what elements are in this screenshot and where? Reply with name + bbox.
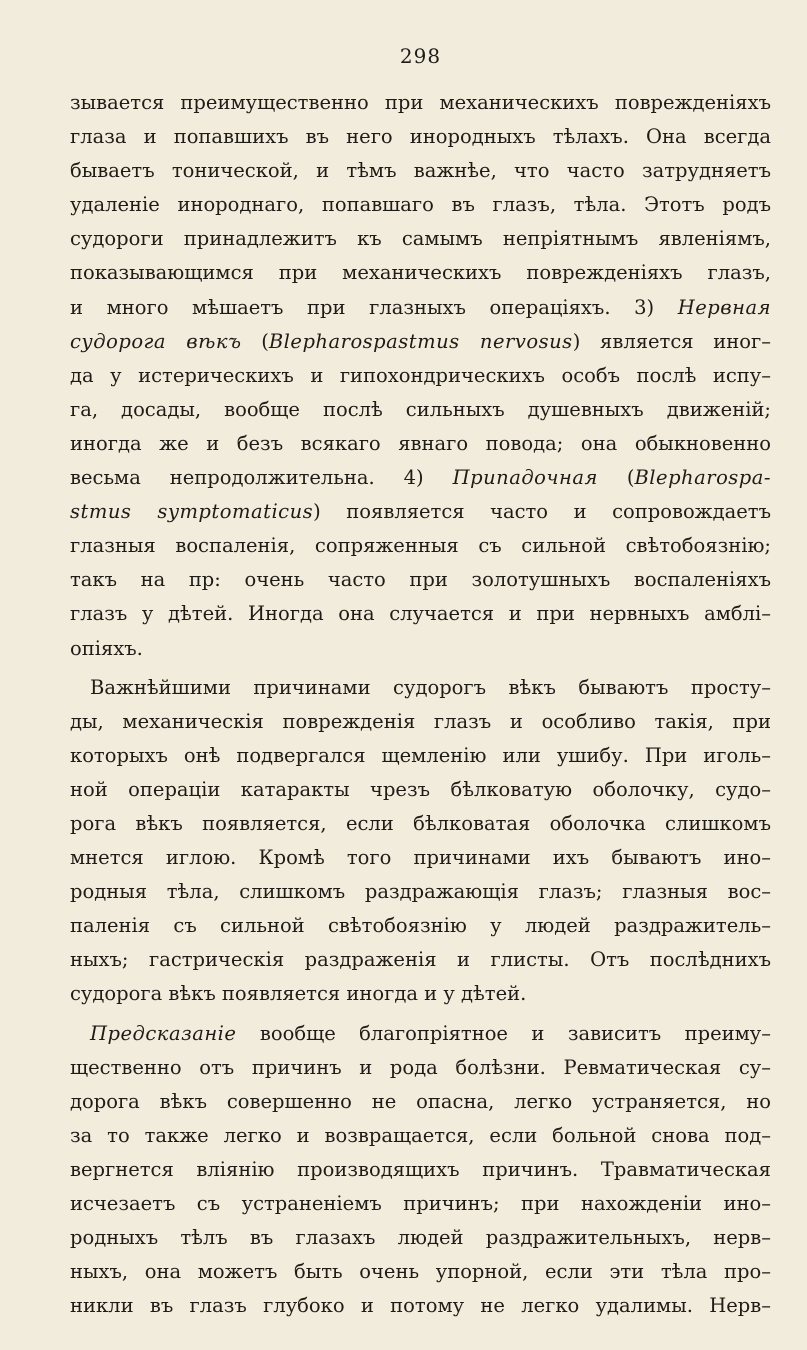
text-run: иногда же и безъ всякаго явнаго повода; она обыкновенно [70,431,771,455]
text-run: никли въ глазъ глубоко и потому не легко удалимы. Нерв– [70,1294,771,1318]
italic-run: Припадочная [452,466,598,490]
text-line [70,597,771,631]
text-run: удаленіе инороднаго, попавшаго въ глазъ, тѣла. Этотъ родъ [70,193,771,217]
text-line [70,563,771,597]
text-run: ной операціи катаракты чрезъ бѣлковатую оболочку, судо– [70,777,771,801]
text-run: весьма непродолжительна. 4) [70,466,453,490]
body-text [70,86,771,1323]
text-line [70,1221,771,1255]
italic-run: судорога вѣкъ [70,329,242,353]
text-run: паленія съ сильной свѣтобоязнію у людей раздражитель– [70,914,771,938]
text-line [70,841,771,875]
text-run: мнется иглою. Кромѣ того причинами ихъ бываютъ ино– [70,846,771,870]
text-line [70,671,771,705]
text-line [70,875,771,909]
text-run: Важнѣйшими причинами судорогъ вѣкъ бываютъ просту– [90,675,771,699]
text-run: исчезаетъ съ устраненіемъ причинъ; при нахожденіи ино– [70,1192,771,1215]
text-run: показывающимся при механическихъ поврежденіяхъ глазъ, [70,261,771,285]
text-line [70,359,771,393]
text-run: вергнется вліянію производящихъ причинъ. Травматическая [70,1157,771,1181]
text-run: ) появляется часто и сопровождаетъ [313,500,771,524]
italic-run: Предсказаніе [90,1021,237,1045]
text-run: ( [241,329,269,353]
text-line [70,1017,771,1051]
text-run: и много мѣшаетъ при глазныхъ операціяхъ. 3) [70,295,678,319]
text-line [70,705,771,739]
text-line [70,1119,771,1153]
text-line [70,739,771,773]
text-line [70,977,771,1011]
text-line [70,495,771,529]
text-run: родныхъ тѣлъ въ глазахъ людей раздражительныхъ, нерв– [70,1226,771,1250]
text-run: ныхъ; гастрическія раздраженія и глисты. Отъ послѣднихъ [70,948,771,972]
text-line [70,807,771,841]
text-line [70,909,771,943]
text-run: бываетъ тонической, и тѣмъ важнѣе, что часто затрудняетъ [70,159,771,183]
text-line [70,291,771,325]
text-run: глазныя воспаленія, сопряженныя съ сильной свѣтобоязнію; [70,534,771,558]
text-run: ( [597,466,635,490]
text-line [70,154,771,188]
text-run: опіяхъ. [70,636,143,660]
text-line [70,529,771,563]
italic-run: stmus symptomaticus [70,500,314,524]
text-run: рога вѣкъ появляется, если бѣлковатая оболочка слишкомъ [70,811,771,835]
text-line [70,222,771,256]
text-run: судороги принадлежитъ къ самымъ непріятнымъ явленіямъ, [70,227,771,251]
italic-run: Blepharospastmus nervosus [268,329,573,353]
text-line [70,86,771,120]
page-number: 298 [399,44,442,68]
text-line [70,1187,771,1221]
text-run: ) является иног– [572,329,771,353]
text-line [70,1051,771,1085]
text-line [70,461,771,495]
text-run: глазъ у дѣтей. Иногда она случается и при нервныхъ амблі– [70,602,771,626]
text-line [70,256,771,290]
italic-run: Нервная [677,295,771,319]
text-line [70,943,771,977]
text-line [70,632,771,666]
text-run: да у истерическихъ и гипохондрическихъ особъ послѣ испу– [70,363,771,387]
text-run: судорога вѣкъ появляется иногда и у дѣтей. [70,982,527,1006]
text-run: ныхъ, она можетъ быть очень упорной, если эти тѣла про– [70,1260,771,1284]
text-line [70,120,771,154]
text-line [70,188,771,222]
text-run: такъ на пр: очень часто при золотушныхъ воспаленіяхъ [70,568,771,592]
text-run: за то также легко и возвращается, если больной снова под– [70,1123,771,1147]
text-line [70,427,771,461]
text-line [70,1289,771,1323]
text-run: вообще благопріятное и зависитъ преиму– [236,1021,771,1045]
text-line [70,325,771,359]
italic-run: Blepharospa- [634,466,771,490]
text-run: зывается преимущественно при механическихъ поврежденіяхъ [70,91,771,114]
text-run: которыхъ онѣ подвергался щемленію или ушибу. При иголь– [70,743,771,767]
text-line [70,1085,771,1119]
text-run: ды, механическія поврежденія глазъ и особливо такія, при [70,709,771,733]
text-line [70,1153,771,1187]
text-line [70,1255,771,1289]
text-run: родныя тѣла, слишкомъ раздражающія глазъ; глазныя вос– [70,880,771,904]
text-line [70,393,771,427]
text-run: щественно отъ причинъ и рода болѣзни. Ревматическая су– [70,1055,771,1079]
text-run: глаза и попавшихъ въ него инородныхъ тѣлахъ. Она всегда [70,125,771,149]
text-line [70,773,771,807]
text-run: га, досады, вообще послѣ сильныхъ душевныхъ движеній; [70,397,771,421]
text-run: дорога вѣкъ совершенно не опасна, легко устраняется, но [70,1089,771,1113]
